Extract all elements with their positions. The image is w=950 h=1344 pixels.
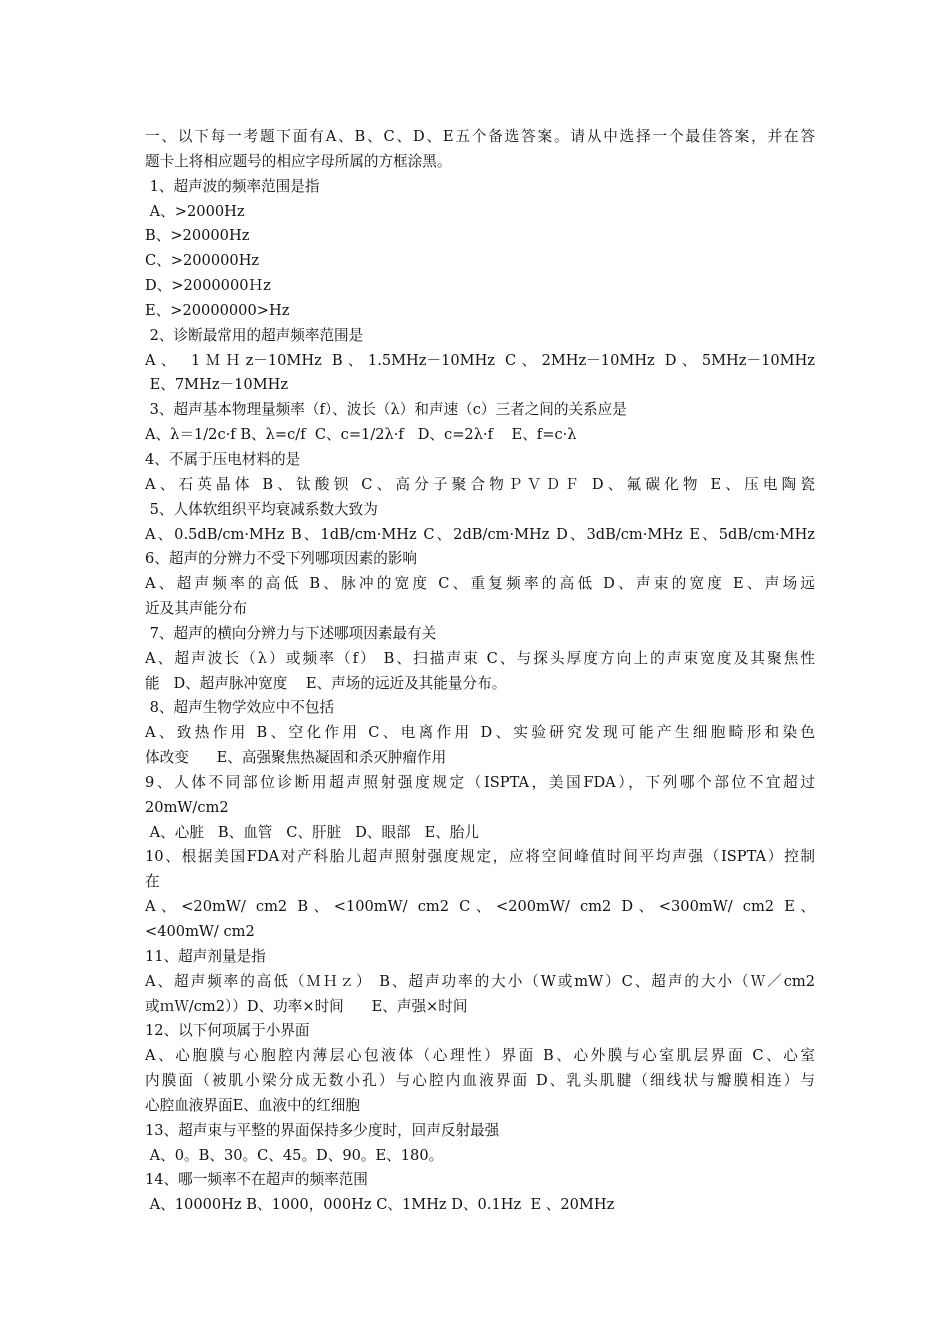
text-line: A、0.5dB/cm·MHz B、1dB/cm·MHz C、2dB/cm·MHz D、3dB/cm·MHz E、5dB/cm·MHz (145, 525, 815, 543)
text-line: E、>20000000>Hz (145, 301, 290, 319)
text-line: 10、根据美国FDA对产科胎儿超声照射强度规定，应将空间峰值时间平均声强（ISPTA）控制 (145, 848, 815, 866)
text-line: A、超声频率的高低（ＭＨｚ） B、超声功率的大小（W或mW）C、超声的大小（Ｗ／cm2 (145, 972, 815, 990)
text-line: 一、以下每一考题下面有A、B、C、D、E五个备选答案。请从中选择一个最佳答案，并在答 (145, 128, 815, 145)
text-line: 内膜面（被肌小梁分成无数小孔）与心腔内血液界面 D、乳头肌腱（细线状与瓣膜相连）与 (145, 1072, 815, 1090)
text-line: C、>200000Hz (145, 252, 260, 270)
text-line: 能 D、超声脉冲宽度 E、声场的远近及其能量分布。 (145, 674, 507, 692)
text-line: 8、超声生物学效应中不包括 (145, 699, 335, 717)
text-line: 6、超声的分辨力不受下列哪项因素的影响 (145, 550, 417, 568)
text-line: A、石英晶体 B、钛酸钡 C、高分子聚合物ＰＶＤＦ D、氟碳化物 E、压电陶瓷 (145, 475, 815, 493)
text-line: 20mW/cm2 (145, 798, 229, 816)
text-line: 体改变 E、高强聚焦热凝固和杀灭肿瘤作用 (145, 749, 447, 767)
text-line: 13、超声束与平整的界面保持多少度时，回声反射最强 (145, 1121, 500, 1139)
text-line: 近及其声能分布 (145, 600, 248, 618)
text-line: E、7MHz－10MHz (145, 376, 289, 394)
text-line: <400mW/ cm2 (145, 923, 255, 940)
text-line: A、>2000Hz (145, 202, 245, 220)
text-line: 5、人体软组织平均衰减系数大致为 (145, 500, 378, 518)
text-line: A、10000Hz B、1000，000Hz C、1MHz D、0.1Hz E 、20MHz (145, 1196, 615, 1214)
text-line: 11、超声剂量是指 (145, 947, 266, 965)
text-line: 12、以下何项属于小界面 (145, 1022, 310, 1040)
text-line: 心腔血液界面E、血液中的红细胞 (145, 1096, 360, 1114)
text-line: B、>20000Hz (145, 227, 250, 245)
text-line: 9、人体不同部位诊断用超声照射强度规定（ISPTA，美国FDA），下列哪个部位不宜超过 (145, 773, 815, 791)
text-line: 1、超声波的频率范围是指 (145, 177, 320, 195)
text-line: A、<20mW/ cm2 B、<100mW/ cm2 C、<200mW/ cm2 D、<300mW/ cm2 E、 (145, 898, 815, 916)
text-line: A、超声波长（λ）或频率（f） B、扫描声束 C、与探头厚度方向上的声束宽度及其聚焦性 (145, 649, 815, 667)
document-page (145, 125, 815, 1218)
text-line: A、超声频率的高低 B、脉冲的宽度 C、重复频率的高低 D、声束的宽度 E、声场远 (145, 575, 815, 593)
text-line: 3、超声基本物理量频率（f）、波长（λ）和声速（c）三者之间的关系应是 (145, 401, 627, 419)
text-line: A、λ＝1/2c·f B、λ=c/f C、c=1/2λ·f D、c=2λ·f E、f=c·λ (145, 426, 577, 444)
text-line: 或ｍＷ/cm2））D、功率×时间 E、声强×时间 (145, 997, 468, 1015)
text-line: A、 1ＭＨz－10MHz B、1.5MHz－10MHz C、2MHz－10MHz D、5MHz－10MHz (145, 351, 815, 369)
text-line: 2、诊断最常用的超声频率范围是 (145, 326, 364, 344)
text-line: 7、超声的横向分辨力与下述哪项因素最有关 (145, 624, 437, 642)
text-line: D、>2000000Ｈz (145, 277, 271, 295)
text-line: A、心脏 B、血管 C、肝脏 D、眼部 E、胎儿 (145, 823, 479, 841)
text-line: A、心胞膜与心胞腔内薄层心包液体（心理性）界面 B、心外膜与心室肌层界面 C、心室 (145, 1047, 815, 1065)
text-line: 题卡上将相应题号的相应字母所属的方框涂黑。 (145, 152, 452, 170)
text-line: A、致热作用 B、空化作用 C、电离作用 D、实验研究发现可能产生细胞畸形和染色 (145, 724, 815, 742)
text-line: 在 (145, 873, 160, 891)
text-line: 14、哪一频率不在超声的频率范围 (145, 1171, 368, 1189)
text-line: 4、不属于压电材料的是 (145, 450, 301, 468)
text-line: A、0。B、30。C、45。D、90。E、180。 (145, 1146, 444, 1164)
